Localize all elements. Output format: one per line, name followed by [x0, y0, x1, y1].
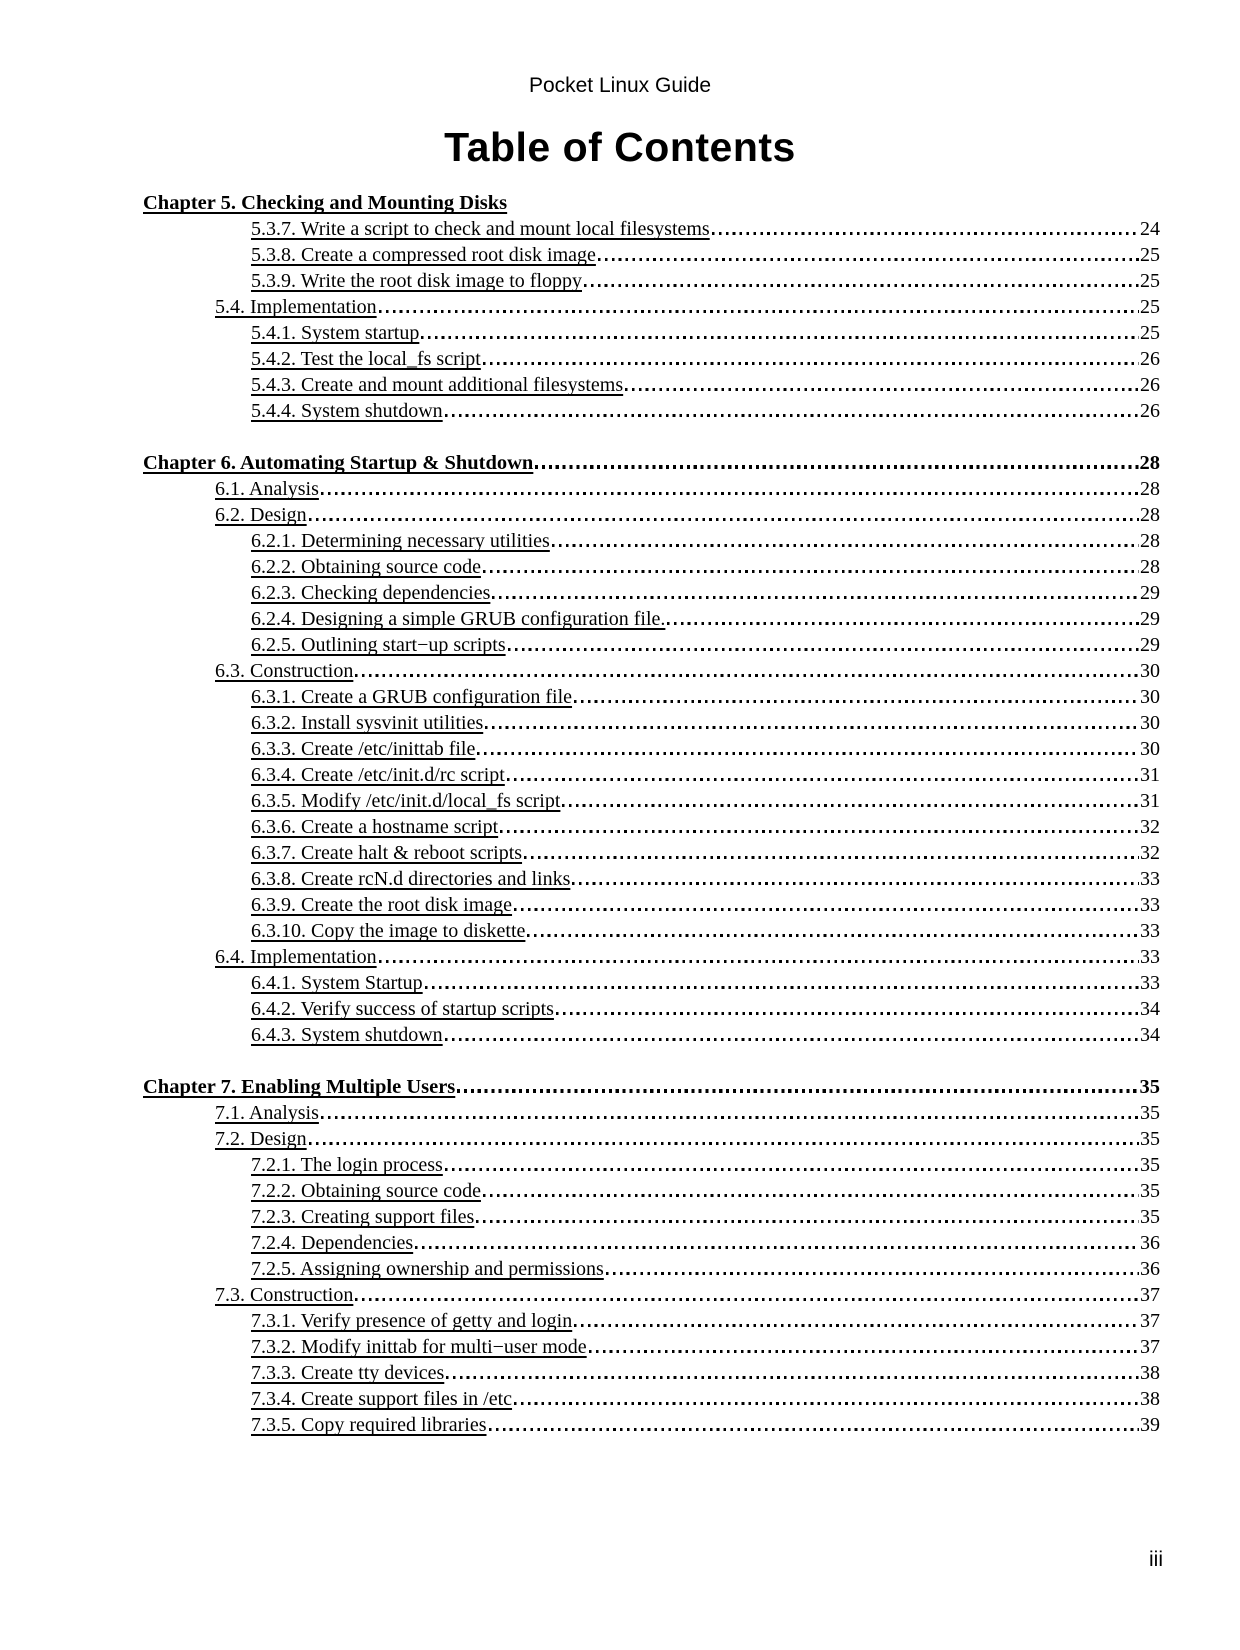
toc-page-number: 28 [1139, 452, 1160, 474]
dot-leader [508, 648, 1139, 651]
toc-entry-row [143, 1100, 1160, 1126]
toc-page-number: 33 [1140, 920, 1160, 942]
toc-entry-row [143, 788, 1160, 814]
toc-entry-row [143, 1178, 1160, 1204]
toc-entry-link[interactable]: 5.3.7. Write a script to check and mount local filesystems [251, 218, 710, 240]
dot-leader [485, 726, 1139, 729]
toc-chapter-link[interactable]: Chapter 7. Enabling Multiple Users [143, 1076, 456, 1098]
toc-entry-link[interactable]: 5.3.9. Write the root disk image to floppy [251, 270, 582, 292]
toc-entry-row [143, 1204, 1160, 1230]
toc-page-number: 32 [1140, 816, 1160, 838]
dot-leader [514, 908, 1139, 911]
toc-entry-row [143, 294, 1160, 320]
toc-entry-link[interactable]: 6.3.2. Install sysvinit utilities [251, 712, 484, 734]
toc-entry-link[interactable]: 6.4.3. System shutdown [251, 1024, 443, 1046]
toc-entry-row [143, 632, 1160, 658]
toc-entry-row [143, 372, 1160, 398]
dot-leader [421, 336, 1139, 339]
toc-entry-link[interactable]: 5.4.4. System shutdown [251, 400, 443, 422]
toc-page-number: 28 [1140, 530, 1160, 552]
toc-entry-row [143, 1256, 1160, 1282]
dot-leader [514, 1402, 1139, 1405]
toc-page-number: 36 [1140, 1258, 1160, 1280]
toc-page-number: 37 [1140, 1310, 1160, 1332]
toc-page-number: 34 [1140, 1024, 1160, 1046]
toc-chapter-link[interactable]: Chapter 6. Automating Startup & Shutdown [143, 452, 534, 474]
toc-chapter-section [143, 450, 1160, 1048]
dot-leader [309, 1142, 1139, 1145]
toc-entry-link[interactable]: 6.2.5. Outlining start−up scripts [251, 634, 506, 656]
toc-entry-link[interactable]: 5.4.1. System startup [251, 322, 420, 344]
toc-entry-row [143, 1412, 1160, 1438]
toc-entry-link[interactable]: 7.2.1. The login process [251, 1154, 443, 1176]
toc-entry-row [143, 268, 1160, 294]
toc-entry-row [143, 1126, 1160, 1152]
toc-list [143, 190, 1160, 1438]
toc-page-number: 35 [1139, 1076, 1160, 1098]
dot-leader [527, 934, 1139, 937]
toc-entry-link[interactable]: 7.2.2. Obtaining source code [251, 1180, 481, 1202]
dot-leader [572, 882, 1139, 885]
toc-entry-link[interactable]: 5.4.3. Create and mount additional filesystems [251, 374, 624, 396]
toc-page-number: 25 [1140, 270, 1160, 292]
toc-entry-link[interactable]: 6.3. Construction [215, 660, 354, 682]
toc-page-number: 34 [1140, 998, 1160, 1020]
dot-leader [425, 986, 1139, 989]
dot-leader [355, 674, 1139, 677]
dot-leader [507, 778, 1139, 781]
dot-leader [476, 1220, 1139, 1223]
toc-chapter-section [143, 1074, 1160, 1438]
toc-entry-link[interactable]: 6.3.7. Create halt & reboot scripts [251, 842, 523, 864]
dot-leader [574, 1324, 1139, 1327]
toc-entry-row [143, 736, 1160, 762]
toc-entry-row [143, 554, 1160, 580]
toc-entry-row [143, 320, 1160, 346]
dot-leader [712, 232, 1139, 235]
toc-page-number: 36 [1140, 1232, 1160, 1254]
toc-page-number: 30 [1140, 686, 1160, 708]
toc-entry-row [143, 606, 1160, 632]
toc-page-number: 35 [1140, 1128, 1160, 1150]
dot-leader [321, 1116, 1139, 1119]
toc-page-number: 25 [1140, 322, 1160, 344]
toc-page-number: 30 [1140, 660, 1160, 682]
toc-page-number: 25 [1140, 244, 1160, 266]
toc-entry-link[interactable]: 6.3.5. Modify /etc/init.d/local_fs script [251, 790, 561, 812]
toc-chapter-row [143, 1074, 1160, 1100]
toc-entry-link[interactable]: 7.2. Design [215, 1128, 307, 1150]
toc-entry-link[interactable]: 7.3.5. Copy required libraries [251, 1414, 487, 1436]
toc-entry-row [143, 970, 1160, 996]
toc-entry-link[interactable]: 6.3.8. Create rcN.d directories and links [251, 868, 571, 890]
toc-entry-link[interactable]: 6.3.9. Create the root disk image [251, 894, 513, 916]
toc-entry-row [143, 580, 1160, 606]
toc-entry-row [143, 476, 1160, 502]
dot-leader [598, 258, 1139, 261]
toc-entry-row [143, 1282, 1160, 1308]
toc-page-number: 28 [1140, 556, 1160, 578]
toc-page-number: 26 [1140, 348, 1160, 370]
toc-entry-link[interactable]: 6.3.6. Create a hostname script [251, 816, 499, 838]
dot-leader [445, 414, 1139, 417]
dot-leader [574, 700, 1139, 703]
toc-entry-link[interactable]: 6.3.10. Copy the image to diskette [251, 920, 526, 942]
dot-leader [589, 1350, 1139, 1353]
toc-entry-link[interactable]: 7.3. Construction [215, 1284, 354, 1306]
toc-chapter-row [143, 190, 1160, 216]
dot-leader [445, 1168, 1139, 1171]
toc-page-number: 26 [1140, 374, 1160, 396]
dot-leader [457, 1089, 1138, 1093]
dot-leader [535, 465, 1138, 469]
dot-leader [379, 960, 1139, 963]
toc-entry-row [143, 1386, 1160, 1412]
toc-page-number: 35 [1140, 1102, 1160, 1124]
dot-leader [489, 1428, 1140, 1431]
toc-entry-row [143, 502, 1160, 528]
toc-page-number: 29 [1140, 582, 1160, 604]
toc-page-number: 33 [1140, 972, 1160, 994]
toc-entry-row [143, 814, 1160, 840]
toc-page-number: 33 [1140, 946, 1160, 968]
toc-entry-link[interactable]: 7.3.4. Create support files in /etc [251, 1388, 513, 1410]
toc-entry-row [143, 944, 1160, 970]
toc-entry-link[interactable]: 6.2.2. Obtaining source code [251, 556, 481, 578]
toc-entry-row [143, 1230, 1160, 1256]
toc-entry-link[interactable]: 7.3.3. Create tty devices [251, 1362, 445, 1384]
toc-page-number: 25 [1140, 296, 1160, 318]
toc-chapter-link[interactable]: Chapter 5. Checking and Mounting Disks [143, 192, 508, 214]
toc-page-number: 31 [1140, 764, 1160, 786]
toc-entry-row [143, 866, 1160, 892]
toc-entry-link[interactable]: 5.3.8. Create a compressed root disk image [251, 244, 596, 266]
page-title: Table of Contents [444, 124, 796, 170]
toc-page-number: 33 [1140, 894, 1160, 916]
toc-page-number: 37 [1140, 1284, 1160, 1306]
toc-entry-row [143, 216, 1160, 242]
toc-entry-link[interactable]: 6.2.1. Determining necessary utilities [251, 530, 550, 552]
toc-entry-row [143, 658, 1160, 684]
toc-page-number: 29 [1140, 608, 1160, 630]
toc-chapter-row [143, 450, 1160, 476]
toc-page-number: 35 [1140, 1206, 1160, 1228]
toc-entry-row [143, 892, 1160, 918]
dot-leader [524, 856, 1139, 859]
toc-entry-row [143, 918, 1160, 944]
toc-entry-row [143, 996, 1160, 1022]
toc-page-number: 28 [1140, 478, 1160, 500]
toc-entry-link[interactable]: 6.3.4. Create /etc/init.d/rc script [251, 764, 505, 786]
toc-entry-row [143, 1334, 1160, 1360]
toc-entry-link[interactable]: 5.4. Implementation [215, 296, 377, 318]
toc-page-number: 28 [1140, 504, 1160, 526]
dot-leader [584, 284, 1139, 287]
toc-page-number: 32 [1140, 842, 1160, 864]
toc-page-number: 30 [1140, 738, 1160, 760]
toc-entry-link[interactable]: 6.2. Design [215, 504, 307, 526]
toc-entry-link[interactable]: 5.4.2. Test the local_fs script [251, 348, 481, 370]
dot-leader [606, 1272, 1139, 1275]
toc-entry-link[interactable]: 6.4.2. Verify success of startup scripts [251, 998, 554, 1020]
toc-page-number: 37 [1140, 1336, 1160, 1358]
dot-leader [355, 1298, 1139, 1301]
toc-page-number: 33 [1140, 868, 1160, 890]
dot-leader [309, 518, 1139, 521]
dot-leader [556, 1012, 1139, 1015]
toc-entry-row [143, 840, 1160, 866]
dot-leader [445, 1038, 1139, 1041]
toc-entry-row [143, 762, 1160, 788]
dot-leader [446, 1376, 1139, 1379]
toc-entry-link[interactable]: 6.2.4. Designing a simple GRUB configuration file. [251, 608, 666, 630]
toc-page-number: 26 [1140, 400, 1160, 422]
toc-entry-link[interactable]: 6.4. Implementation [215, 946, 377, 968]
page-number-footer: iii [1149, 1548, 1163, 1571]
toc-entry-row [143, 242, 1160, 268]
dot-leader [483, 362, 1139, 365]
toc-entry-link[interactable]: 6.3.3. Create /etc/inittab file [251, 738, 476, 760]
toc-entry-row [143, 528, 1160, 554]
toc-page-number: 38 [1140, 1388, 1160, 1410]
dot-leader [552, 544, 1139, 547]
toc-page-number: 24 [1140, 218, 1160, 240]
toc-entry-link[interactable]: 7.2.3. Creating support files [251, 1206, 475, 1228]
toc-entry-row [143, 398, 1160, 424]
dot-leader [625, 388, 1139, 391]
dot-leader [415, 1246, 1139, 1249]
toc-page-number: 30 [1140, 712, 1160, 734]
running-header: Pocket Linux Guide [528, 74, 712, 97]
toc-chapter-section [143, 190, 1160, 424]
toc-entry-link[interactable]: 6.1. Analysis [215, 478, 319, 500]
dot-leader [379, 310, 1139, 313]
toc-page-number: 31 [1140, 790, 1160, 812]
dot-leader [667, 622, 1139, 625]
toc-entry-link[interactable]: 6.3.1. Create a GRUB configuration file [251, 686, 573, 708]
dot-leader [477, 752, 1139, 755]
dot-leader [492, 596, 1139, 599]
toc-entry-link[interactable]: 7.2.4. Dependencies [251, 1232, 414, 1254]
toc-entry-link[interactable]: 6.2.3. Checking dependencies [251, 582, 491, 604]
toc-entry-row [143, 346, 1160, 372]
dot-leader [483, 570, 1139, 573]
toc-page-number: 39 [1140, 1414, 1160, 1436]
toc-page-number: 35 [1140, 1180, 1160, 1202]
toc-entry-row [143, 1308, 1160, 1334]
dot-leader [483, 1194, 1139, 1197]
toc-entry-link[interactable]: 7.2.5. Assigning ownership and permissions [251, 1258, 604, 1280]
dot-leader [500, 830, 1139, 833]
toc-entry-row [143, 1022, 1160, 1048]
dot-leader [321, 492, 1139, 495]
toc-entry-link[interactable]: 6.4.1. System Startup [251, 972, 423, 994]
toc-entry-row [143, 1360, 1160, 1386]
toc-entry-link[interactable]: 7.3.2. Modify inittab for multi−user mode [251, 1336, 587, 1358]
dot-leader [562, 804, 1139, 807]
toc-page-number: 35 [1140, 1154, 1160, 1176]
toc-page-number: 29 [1140, 634, 1160, 656]
toc-entry-link[interactable]: 7.3.1. Verify presence of getty and login [251, 1310, 573, 1332]
toc-entry-row [143, 684, 1160, 710]
toc-entry-row [143, 710, 1160, 736]
toc-entry-link[interactable]: 7.1. Analysis [215, 1102, 319, 1124]
toc-page-number: 38 [1140, 1362, 1160, 1384]
toc-entry-row [143, 1152, 1160, 1178]
